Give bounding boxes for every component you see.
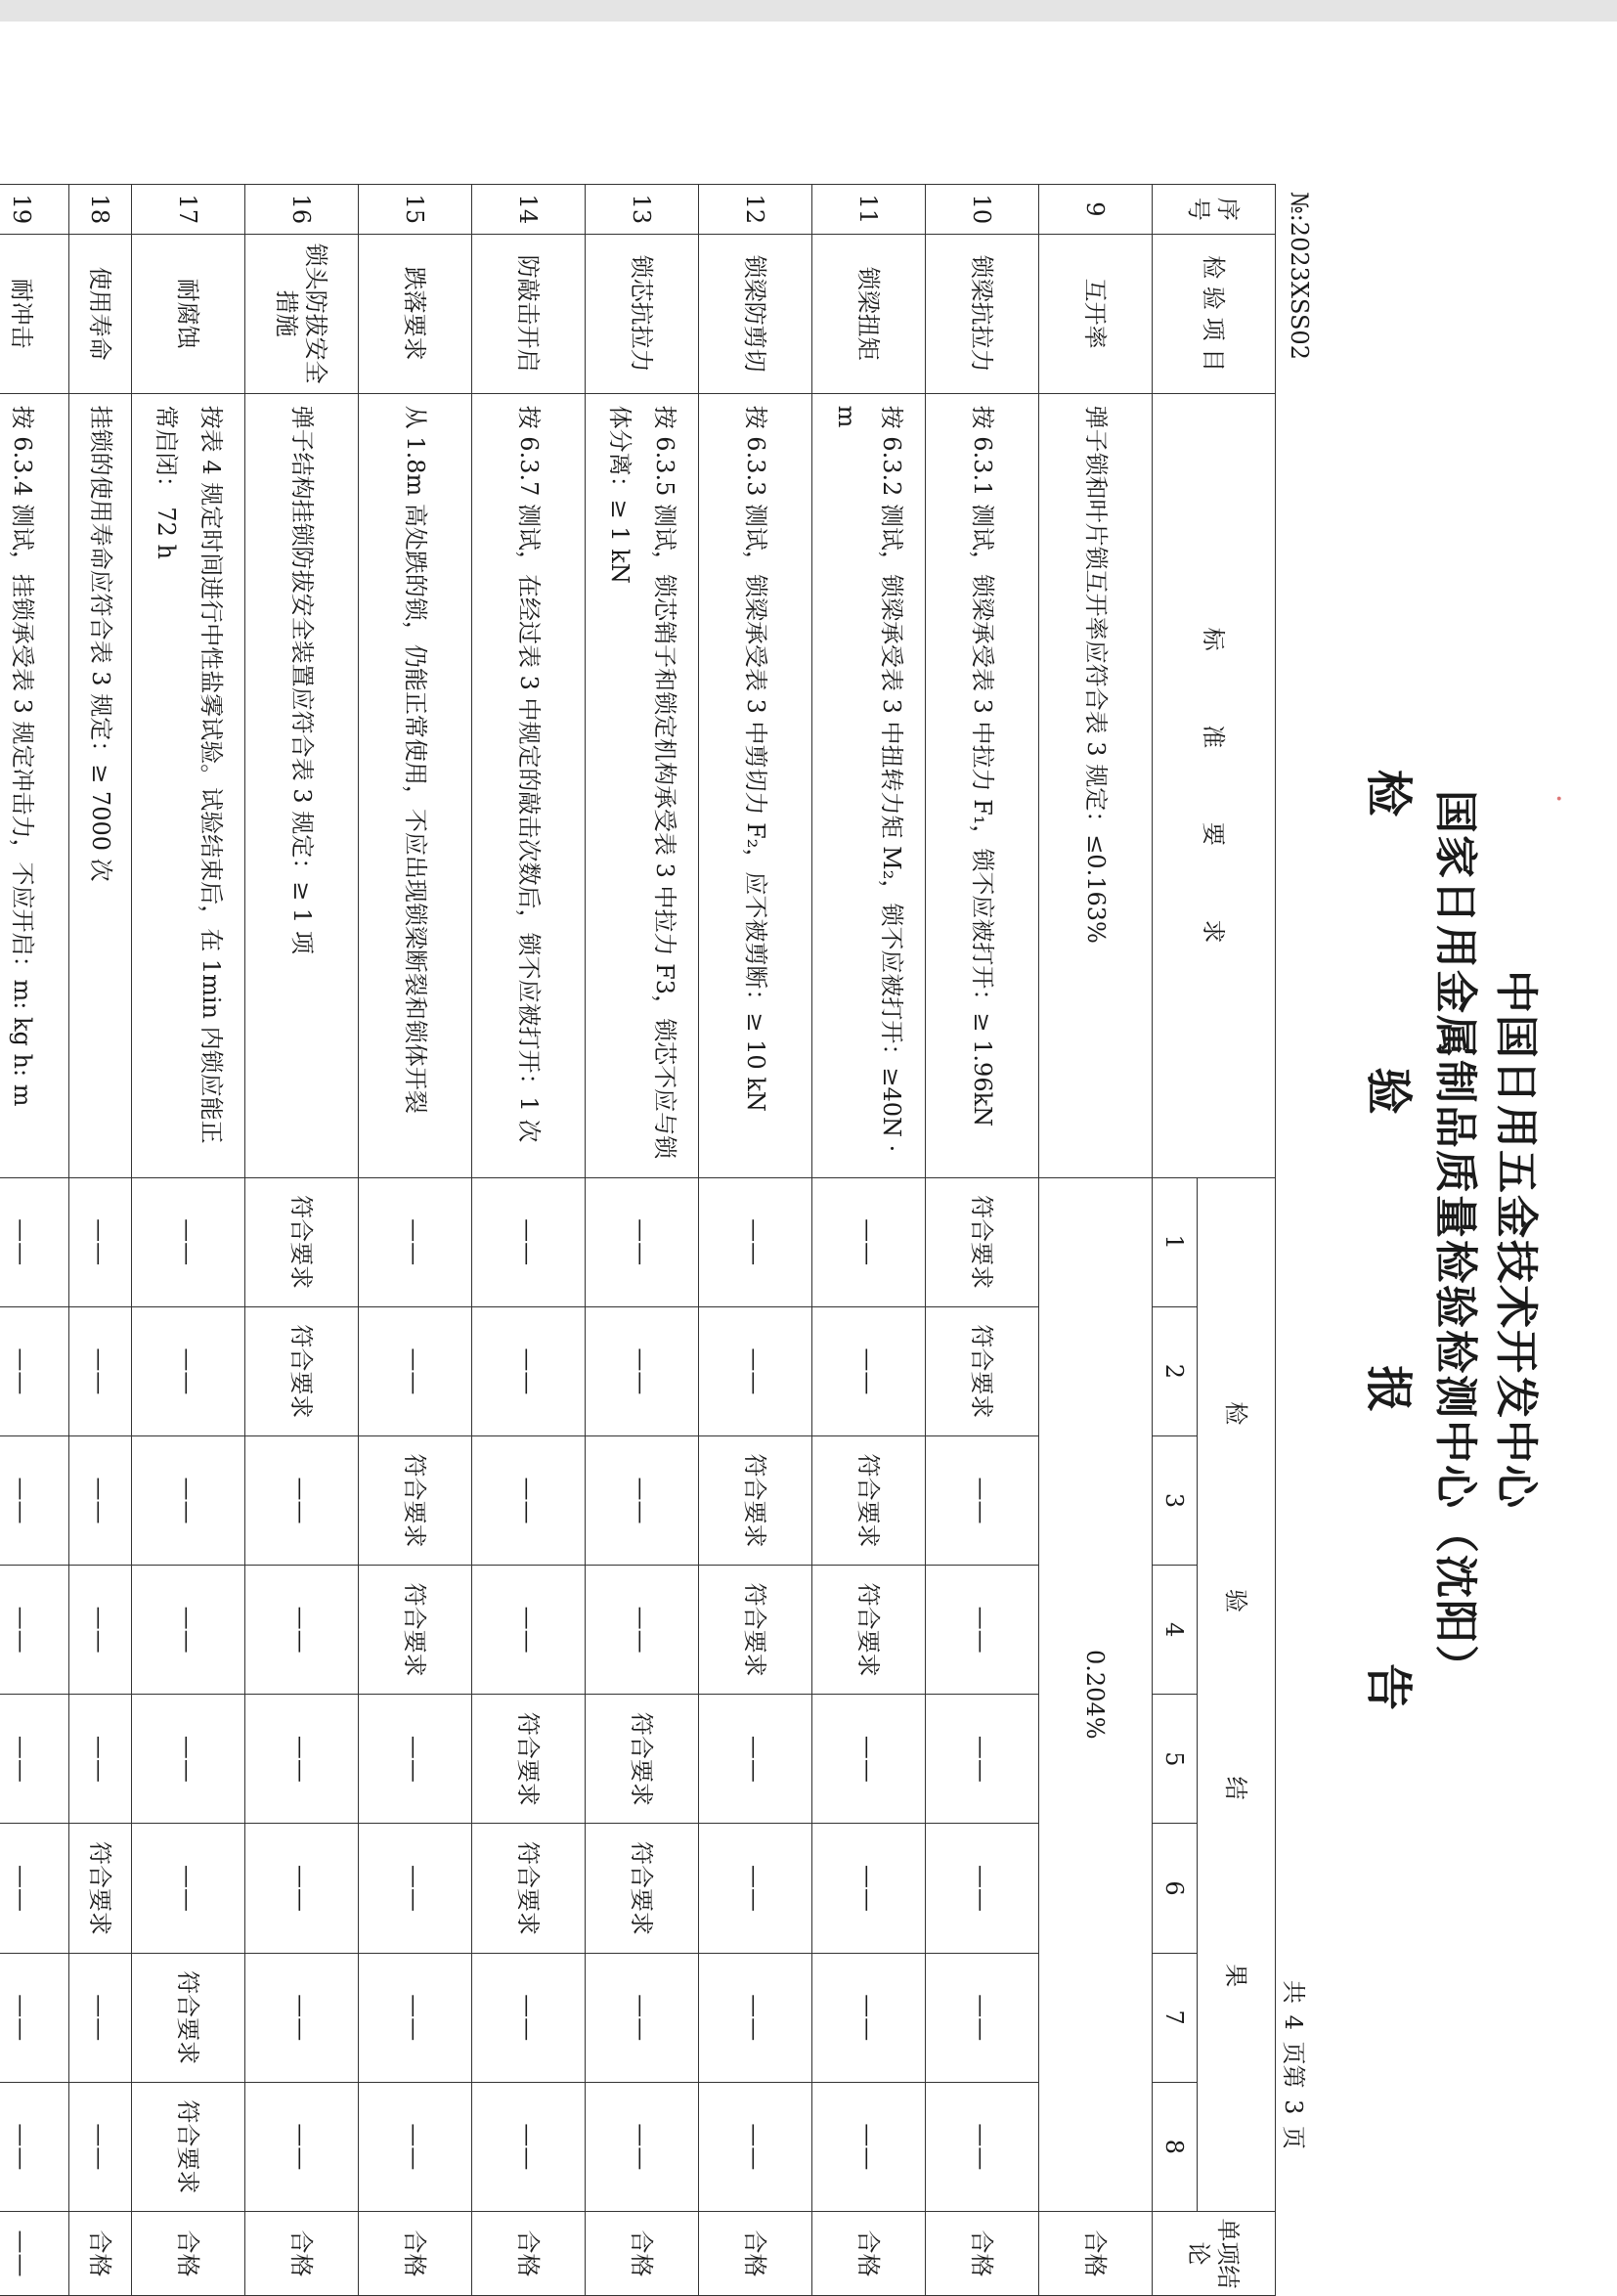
- sample-result-2: ——: [0, 1306, 69, 1435]
- standard-requirement: 弹子结构挂锁防拔安全装置应符合表 3 规定：≥ 1 项: [245, 393, 359, 1177]
- row-number: 16: [245, 185, 359, 235]
- table-row: [1039, 185, 1153, 2296]
- document-number: №:2023XSS02: [1286, 192, 1313, 360]
- row-number: 10: [926, 185, 1039, 235]
- sample-result-1: ——: [132, 1177, 245, 1306]
- merged-result: 0.204%: [1039, 1177, 1153, 2211]
- standard-requirement: 按 6.3.4 测试，挂锁承受表 3 规定冲击力，不应开启：m: kg h: m: [0, 393, 69, 1177]
- table-row: [472, 185, 586, 2296]
- sample-result-6: ——: [699, 1824, 812, 1953]
- sample-result-7: ——: [359, 1953, 472, 2082]
- table-row: [359, 185, 472, 2296]
- sample-result-7: ——: [245, 1953, 359, 2082]
- sample-result-7: ——: [812, 1953, 926, 2082]
- org-line-1: 中国日用五金技术开发中心: [1491, 970, 1541, 1510]
- sample-result-4: 符合要求: [699, 1566, 812, 1695]
- sample-result-8: ——: [0, 2082, 69, 2211]
- table-row: [0, 185, 69, 2296]
- sample-result-4: ——: [0, 1566, 69, 1695]
- org-line-2: 国家日用金属制品质量检验检测中心（沈阳）: [1430, 790, 1480, 1690]
- table-row: [926, 185, 1039, 2296]
- row-number: 18: [69, 185, 132, 235]
- inspection-item: 互开率: [1039, 234, 1153, 393]
- sample-result-6: ——: [359, 1824, 472, 1953]
- sample-result-4: ——: [132, 1566, 245, 1695]
- table-row: [586, 185, 699, 2296]
- row-number: 14: [472, 185, 586, 235]
- sample-result-3: ——: [472, 1435, 586, 1565]
- sample-result-4: ——: [69, 1566, 132, 1695]
- sample-result-3: ——: [132, 1435, 245, 1565]
- sample-result-2: ——: [812, 1306, 926, 1435]
- inspection-table-body: [0, 185, 1276, 2296]
- sample-result-5: ——: [699, 1695, 812, 1824]
- item-conclusion: 合格: [926, 2211, 1039, 2295]
- standard-requirement: 按 6.3.3 测试，锁梁承受表 3 中剪切力 F₂，应不被剪断：≥ 10 kN: [699, 393, 812, 1177]
- item-conclusion: 合格: [69, 2211, 132, 2295]
- table-row: [132, 185, 245, 2296]
- inspection-item: 锁头防拔安全措施: [245, 234, 359, 393]
- sample-no-6: 6: [1153, 1824, 1198, 1953]
- scan-top-bar: [0, 0, 1617, 22]
- inspection-item: 锁梁扭矩: [812, 234, 926, 393]
- sample-result-2: ——: [699, 1306, 812, 1435]
- header-conclusion: 单项结论: [1153, 2211, 1276, 2295]
- row-number: 19: [0, 185, 69, 235]
- sample-result-2: ——: [69, 1306, 132, 1435]
- standard-requirement: 按 6.3.7 测试，在经过表 3 中规定的敲击次数后，锁不应被打开：1 次: [472, 393, 586, 1177]
- stamp-mark: ·: [1554, 782, 1564, 817]
- sample-no-3: 3: [1153, 1435, 1198, 1565]
- sample-result-1: ——: [69, 1177, 132, 1306]
- sample-result-8: ——: [359, 2082, 472, 2211]
- sample-result-5: ——: [926, 1695, 1039, 1824]
- row-number: 17: [132, 185, 245, 235]
- standard-requirement: 按表 4 规定时间进行中性盐雾试验。试验结束后，在 1min 内锁应能正常启闭： 72 h: [132, 393, 245, 1177]
- sample-result-8: ——: [69, 2082, 132, 2211]
- sample-result-4: ——: [586, 1566, 699, 1695]
- row-number: 15: [359, 185, 472, 235]
- sample-result-4: 符合要求: [812, 1566, 926, 1695]
- sample-result-5: ——: [359, 1695, 472, 1824]
- sample-result-5: ——: [0, 1695, 69, 1824]
- sample-no-2: 2: [1153, 1306, 1198, 1435]
- item-conclusion: 合格: [472, 2211, 586, 2295]
- standard-requirement: 按 6.3.2 测试，锁梁承受表 3 中扭转力矩 M₂，锁不应被打开：≥40N · m: [812, 393, 926, 1177]
- sample-result-5: 符合要求: [472, 1695, 586, 1824]
- inspection-table: [0, 184, 1276, 2296]
- sample-result-4: ——: [245, 1566, 359, 1695]
- sample-result-5: 符合要求: [586, 1695, 699, 1824]
- sample-result-7: ——: [472, 1953, 586, 2082]
- sample-result-8: ——: [245, 2082, 359, 2211]
- header-results: 检 验 结 果: [1198, 1177, 1276, 2211]
- item-conclusion: 合格: [699, 2211, 812, 2295]
- sample-result-3: ——: [0, 1435, 69, 1565]
- inspection-item: 使用寿命: [69, 234, 132, 393]
- sample-result-1: ——: [586, 1177, 699, 1306]
- sample-result-6: ——: [0, 1824, 69, 1953]
- item-conclusion: 合格: [1039, 2211, 1153, 2295]
- sample-result-1: 符合要求: [926, 1177, 1039, 1306]
- sample-result-7: 符合要求: [132, 1953, 245, 2082]
- sample-result-2: ——: [472, 1306, 586, 1435]
- table-row: [812, 185, 926, 2296]
- sample-result-7: ——: [0, 1953, 69, 2082]
- sample-result-4: 符合要求: [359, 1566, 472, 1695]
- sample-result-3: ——: [586, 1435, 699, 1565]
- inspection-item: 锁芯抗拉力: [586, 234, 699, 393]
- sample-result-5: ——: [245, 1695, 359, 1824]
- sample-result-3: 符合要求: [699, 1435, 812, 1565]
- sample-result-1: ——: [812, 1177, 926, 1306]
- item-conclusion: 合格: [586, 2211, 699, 2295]
- inspection-item: 锁梁防剪切: [699, 234, 812, 393]
- sample-result-2: ——: [132, 1306, 245, 1435]
- standard-requirement: 挂锁的使用寿命应符合表 3 规定：≥ 7000 次: [69, 393, 132, 1177]
- item-conclusion: 合格: [359, 2211, 472, 2295]
- sample-result-2: ——: [586, 1306, 699, 1435]
- inspection-item: 跌落要求: [359, 234, 472, 393]
- sample-result-3: ——: [926, 1435, 1039, 1565]
- sample-result-3: 符合要求: [812, 1435, 926, 1565]
- report-page: [8, 184, 1585, 2296]
- sample-result-8: 符合要求: [132, 2082, 245, 2211]
- sample-result-6: 符合要求: [586, 1824, 699, 1953]
- sample-result-4: ——: [472, 1566, 586, 1695]
- header-seq: 序号: [1153, 185, 1276, 235]
- sample-result-1: ——: [0, 1177, 69, 1306]
- header-standard: 标 准 要 求: [1153, 393, 1276, 1177]
- sample-result-6: ——: [812, 1824, 926, 1953]
- standard-requirement: 按 6.3.5 测试，锁芯销子和锁定机构承受表 3 中拉力 F3，锁芯不应与锁体分离：≥ 1 kN: [586, 393, 699, 1177]
- sample-result-8: ——: [926, 2082, 1039, 2211]
- row-number: 11: [812, 185, 926, 235]
- sample-result-6: 符合要求: [69, 1824, 132, 1953]
- sample-no-1: 1: [1153, 1177, 1198, 1306]
- sample-result-7: ——: [586, 1953, 699, 2082]
- sample-result-8: ——: [586, 2082, 699, 2211]
- item-conclusion: 合格: [812, 2211, 926, 2295]
- report-title: 检 验 报 告: [1361, 769, 1416, 1829]
- table-row: [69, 185, 132, 2296]
- sample-result-1: ——: [359, 1177, 472, 1306]
- standard-requirement: 从 1.8m 高处跌的锁，仍能正常使用，不应出现锁梁断裂和锁体开裂: [359, 393, 472, 1177]
- sample-result-7: ——: [699, 1953, 812, 2082]
- sample-result-6: ——: [245, 1824, 359, 1953]
- sample-result-3: 符合要求: [359, 1435, 472, 1565]
- sample-no-5: 5: [1153, 1695, 1198, 1824]
- sample-no-4: 4: [1153, 1566, 1198, 1695]
- standard-requirement: 按 6.3.1 测试，锁梁承受表 3 中拉力 F₁，锁不应被打开：≥ 1.96kN: [926, 393, 1039, 1177]
- row-number: 13: [586, 185, 699, 235]
- inspection-item: 耐冲击: [0, 234, 69, 393]
- row-number: 9: [1039, 185, 1153, 235]
- sample-result-2: 符合要求: [245, 1306, 359, 1435]
- sample-result-6: ——: [926, 1824, 1039, 1953]
- row-number: 12: [699, 185, 812, 235]
- item-conclusion: 合格: [245, 2211, 359, 2295]
- page-info: 共 4 页第 3 页: [1280, 1979, 1307, 2149]
- sample-result-4: ——: [926, 1566, 1039, 1695]
- sample-result-6: 符合要求: [472, 1824, 586, 1953]
- sample-result-1: ——: [699, 1177, 812, 1306]
- inspection-item: 锁梁抗拉力: [926, 234, 1039, 393]
- sample-result-3: ——: [69, 1435, 132, 1565]
- sample-result-5: ——: [812, 1695, 926, 1824]
- header-item: 检 验 项 目: [1153, 234, 1276, 393]
- sample-result-7: ——: [926, 1953, 1039, 2082]
- sample-no-8: 8: [1153, 2082, 1198, 2211]
- sample-result-8: ——: [699, 2082, 812, 2211]
- standard-requirement: 弹子锁和叶片锁互开率应符合表 3 规定：≤0.163%: [1039, 393, 1153, 1177]
- table-row: [699, 185, 812, 2296]
- sample-result-5: ——: [132, 1695, 245, 1824]
- item-conclusion: 合格: [132, 2211, 245, 2295]
- sample-no-7: 7: [1153, 1953, 1198, 2082]
- sample-result-2: 符合要求: [926, 1306, 1039, 1435]
- item-conclusion: ——: [0, 2211, 69, 2295]
- inspection-item: 防敲击开启: [472, 234, 586, 393]
- sample-result-1: 符合要求: [245, 1177, 359, 1306]
- sample-result-6: ——: [132, 1824, 245, 1953]
- inspection-item: 耐腐蚀: [132, 234, 245, 393]
- sample-result-2: ——: [359, 1306, 472, 1435]
- sample-result-7: ——: [69, 1953, 132, 2082]
- sample-result-3: ——: [245, 1435, 359, 1565]
- sample-result-1: ——: [472, 1177, 586, 1306]
- sample-result-8: ——: [812, 2082, 926, 2211]
- sample-result-5: ——: [69, 1695, 132, 1824]
- sample-result-8: ——: [472, 2082, 586, 2211]
- table-row: [245, 185, 359, 2296]
